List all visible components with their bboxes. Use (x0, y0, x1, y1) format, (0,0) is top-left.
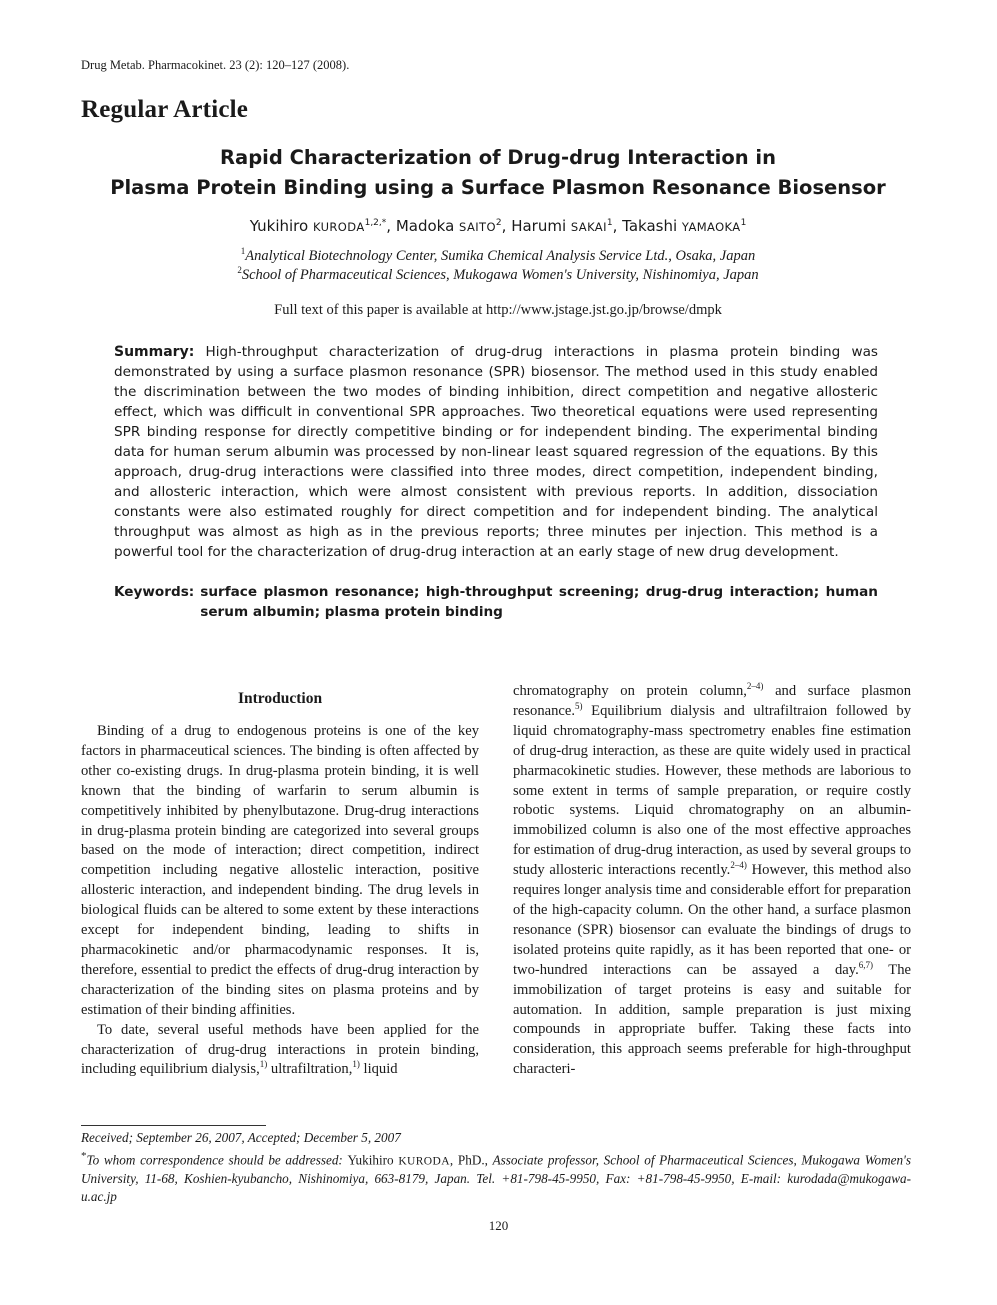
keywords-block (114, 582, 878, 622)
journal-reference: Drug Metab. Pharmacokinet. 23 (2): 120–127 (2008). (81, 58, 350, 72)
author-list: Yukihiro $KURODA^{1,2,*}$, Madoka SAITO$^2$, Harumi SAKAI$^1$, Takashi YAMAOKA$^1$ (249, 217, 747, 235)
footnotes (81, 1129, 911, 1206)
introduction-heading: Introduction (237, 690, 323, 707)
received-dates: Received; September 26, 2007, Accepted; December 5, 2007 (81, 1130, 401, 1145)
citation-ref: 2–4) (730, 860, 747, 871)
author-4: Takashi YAMAOKA$^1$ (622, 217, 747, 235)
intro-paragraph-1: Binding of a drug to endogenous proteins is one of the key factors in pharmaceutical sciences. The binding is often affected by other co-existing drugs. In drug-plasma protein binding, it is well known that the binding of warfarin to serum albumin is competitively inhibited by phenylbutazone. Drug-drug interactions in drug-plasma protein binding are categorized into several groups based on the mode of interaction; direct competition, indirect competition including negative allostelic interaction, positive allosteric interaction, and independent binding. The drug levels in biological fluids can be altered to some extent by these interactions except for independent binding, leading to shifts in pharmacokinetic and/or pharmacodynamic responses. It is, therefore, essential to predict the effects of drug-drug interaction by characterization of the binding sites on plasma proteins and by estimation of their binding affinities. (81, 723, 479, 1018)
page-number: 120 (488, 1218, 509, 1233)
keywords-text: surface plasmon resonance; high-throughput screening; drug-drug interaction; human serum albumin; plasma protein binding (200, 584, 878, 620)
citation-ref: 1) (259, 1059, 268, 1070)
intro-paragraph-2: To date, several useful methods have been applied for the characterization of drug-drug interactions in protein binding, including equilibrium dialysis,$^{1)}$ ultrafiltration,$^{1)}$ liquid (81, 1021, 479, 1078)
citation-ref: 2–4) (746, 681, 764, 692)
title-line-1: Rapid Characterization of Drug-drug Interaction in (220, 146, 776, 169)
right-column (513, 682, 911, 1080)
footnote-divider (81, 1125, 266, 1126)
citation-ref: 1) (352, 1059, 360, 1070)
author-1: Yukihiro $KURODA^{1,2,*}$ (249, 217, 387, 235)
title-line-2: Plasma Protein Binding using a Surface Plasmon Resonance Biosensor (110, 176, 886, 199)
correspondence-note: *To whom correspondence should be addressed: Yukihiro KURODA, PhD., Associate professor, School of Pharmaceutical Sciences, Mukogawa Women's University, 11-68, Koshien-kyubancho, Nishinomiya, 663-8179, Japan. Tel. +81-798-45-9950, Fax: +81-798-45-9950, E-mail: kurodada@mukogawa-u.ac.jp (81, 1150, 911, 1205)
summary-text: High-throughput characterization of drug-drug interactions in plasma protein binding was demonstrated by using a surface plasmon resonance (SPR) biosensor. The method used in this study enabled the discrimination between the two modes of binding inhibition, direct competition and negative allosteric effect, which was difficult in conventional SPR approaches. Two theoretical equations were used representing SPR binding response for directly competitive binding or for independent binding. The experimental binding data for human serum albumin was processed by non-linear least squared regression of the equations. By this approach, drug-drug interactions were classified into three modes, direct competition, independent binding, and allosteric interaction, which were almost consistent with previous reports. In addition, dissociation constants were also estimated roughly for direct competition and for independent binding. The analytical throughput was almost as high as in the previous reports; three minutes per injection. This method is a powerful tool for the characterization of drug-drug interaction at an early stage of new drug development. (114, 344, 878, 560)
intro-paragraph-2-continued: chromatography on protein column,$^{2-4)}$ and surface plasmon resonance.$^{5)}$ Equilibrium dialysis and ultrafiltraion followed by liquid chromatography-mass spectrometry enables fine estimation of drug-drug interaction, as these are quite widely used in practical pharmacokinetic studies. However, these methods are laborious to some extent in terms of sample preparation, or require costly robotic systems. Liquid chromatography on an albumin-immobilized column is also one of the most effective approaches for estimation of drug-drug interaction, as used by several groups to study allosteric interactions recently.$^{2-4)}$ However, this method also requires longer analysis time and considerable effort for preparation of the high-capacity column. On the other hand, a surface plasmon resonance (SPR) biosensor can evaluate the bindings of drugs to isolated proteins quite rapidly, as it has been reported that one- or two-hundred interactions can be assayed a day.$^{6,7)}$ The immobilization of target proteins is easy and suitable for automation. In addition, sample preparation is just mixing compounds in appropriate buffer. Taking these facts into consideration, this approach seems preferable for high-throughput characteri- (513, 681, 911, 1078)
citation-ref: 5) (575, 701, 583, 712)
affiliation-2: $^2$School of Pharmaceutical Sciences, Mukogawa Women's University, Nishinomiya, Japan (237, 265, 759, 283)
author-2: Madoka SAITO$^2$ (395, 217, 502, 235)
keywords-label: Keywords: (114, 584, 195, 600)
summary-label: Summary: (114, 344, 195, 360)
article-title (80, 143, 916, 203)
citation-ref: 6,7) (858, 959, 873, 970)
left-column (81, 722, 479, 1080)
summary-abstract (114, 342, 878, 562)
section-type-heading: Regular Article (81, 96, 249, 123)
fulltext-availability-note: Full text of this paper is available at http://www.jstage.jst.go.jp/browse/dmpk (274, 302, 722, 318)
author-3: Harumi SAKAI$^1$ (511, 217, 613, 235)
affiliation-1: $^1$Analytical Biotechnology Center, Sumika Chemical Analysis Service Ltd., Osaka, Japan (240, 246, 756, 264)
